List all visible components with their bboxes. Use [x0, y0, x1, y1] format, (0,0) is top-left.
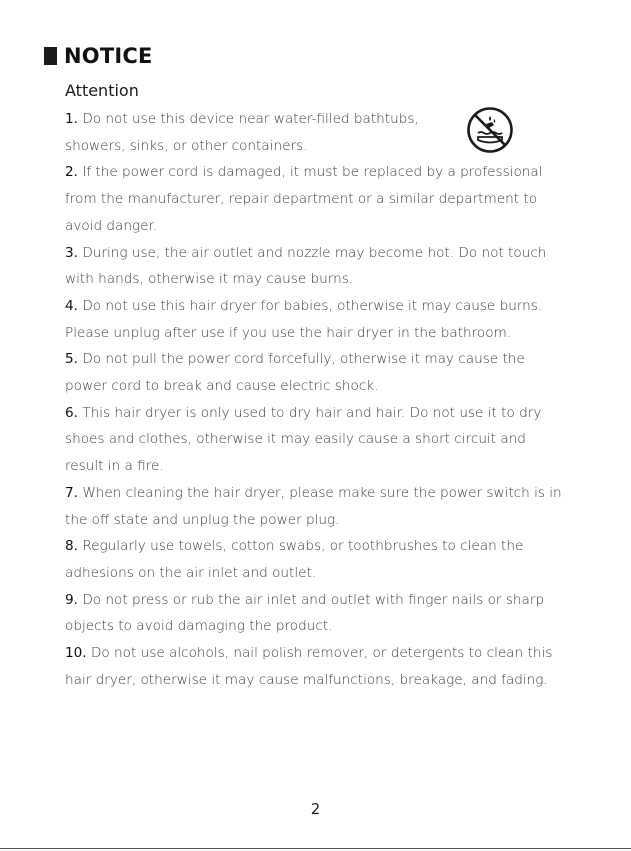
item-number: 8.	[65, 538, 78, 555]
heading-square-marker	[44, 47, 57, 65]
page-number: 2	[310, 800, 321, 818]
item-text: This hair dryer is only used to dry hair and hair. Do not use it to dry shoes and clothes, otherwise it may easily cause a short circuit and result in a fire.	[65, 404, 542, 475]
list-item	[65, 346, 565, 399]
notice-heading	[44, 44, 153, 68]
notice-title: NOTICE	[64, 44, 153, 68]
item-number: 2.	[65, 164, 78, 181]
list-item	[65, 587, 565, 640]
item-text: When cleaning the hair dryer, please make sure the power switch is in the off state and unplug the power plug.	[65, 484, 562, 528]
item-number: 4.	[65, 297, 78, 314]
item-text: Do not press or rub the air inlet and outlet with finger nails or sharp objects to avoid damaging the product.	[65, 591, 545, 635]
attention-subheading: Attention	[65, 81, 139, 100]
item-text: Do not use alcohols, nail polish remover, or detergents to clean this hair dryer, otherwise it may cause malfunctions, breakage, and fading.	[65, 645, 553, 688]
notice-list	[65, 106, 565, 693]
list-item	[65, 240, 565, 293]
list-item	[65, 533, 565, 586]
list-item	[65, 159, 565, 239]
list-item	[65, 293, 565, 346]
item-number: 7.	[65, 484, 78, 501]
item-number: 6.	[65, 404, 78, 421]
list-item	[65, 640, 565, 693]
item-number: 9.	[65, 591, 78, 608]
item-number: 3.	[65, 244, 78, 261]
list-item	[65, 480, 565, 533]
bottom-divider	[0, 848, 631, 849]
item-text: During use, the air outlet and nozzle may become hot. Do not touch with hands, otherwise it may cause burns.	[65, 244, 547, 288]
item-text: Do not use this hair dryer for babies, otherwise it may cause burns. Please unplug after use if you use the hair dryer in the bathroom.	[65, 297, 543, 341]
item-text: If the power cord is damaged, it must be replaced by a professional from the manufacturer, repair department or a similar department to avoid danger.	[65, 164, 543, 234]
list-item	[65, 400, 565, 480]
item-text: Regularly use towels, cotton swabs, or toothbrushes to clean the adhesions on the air inlet and outlet.	[65, 538, 524, 581]
item-number: 5.	[65, 351, 78, 368]
list-item	[65, 106, 460, 159]
item-text: Do not pull the power cord forcefully, otherwise it may cause the power cord to break and cause electric shock.	[65, 351, 525, 395]
item-text: Do not use this device near water-filled bathtubs, showers, sinks, or other containers.	[65, 111, 419, 154]
item-number: 10.	[65, 645, 87, 662]
item-number: 1.	[65, 111, 78, 127]
